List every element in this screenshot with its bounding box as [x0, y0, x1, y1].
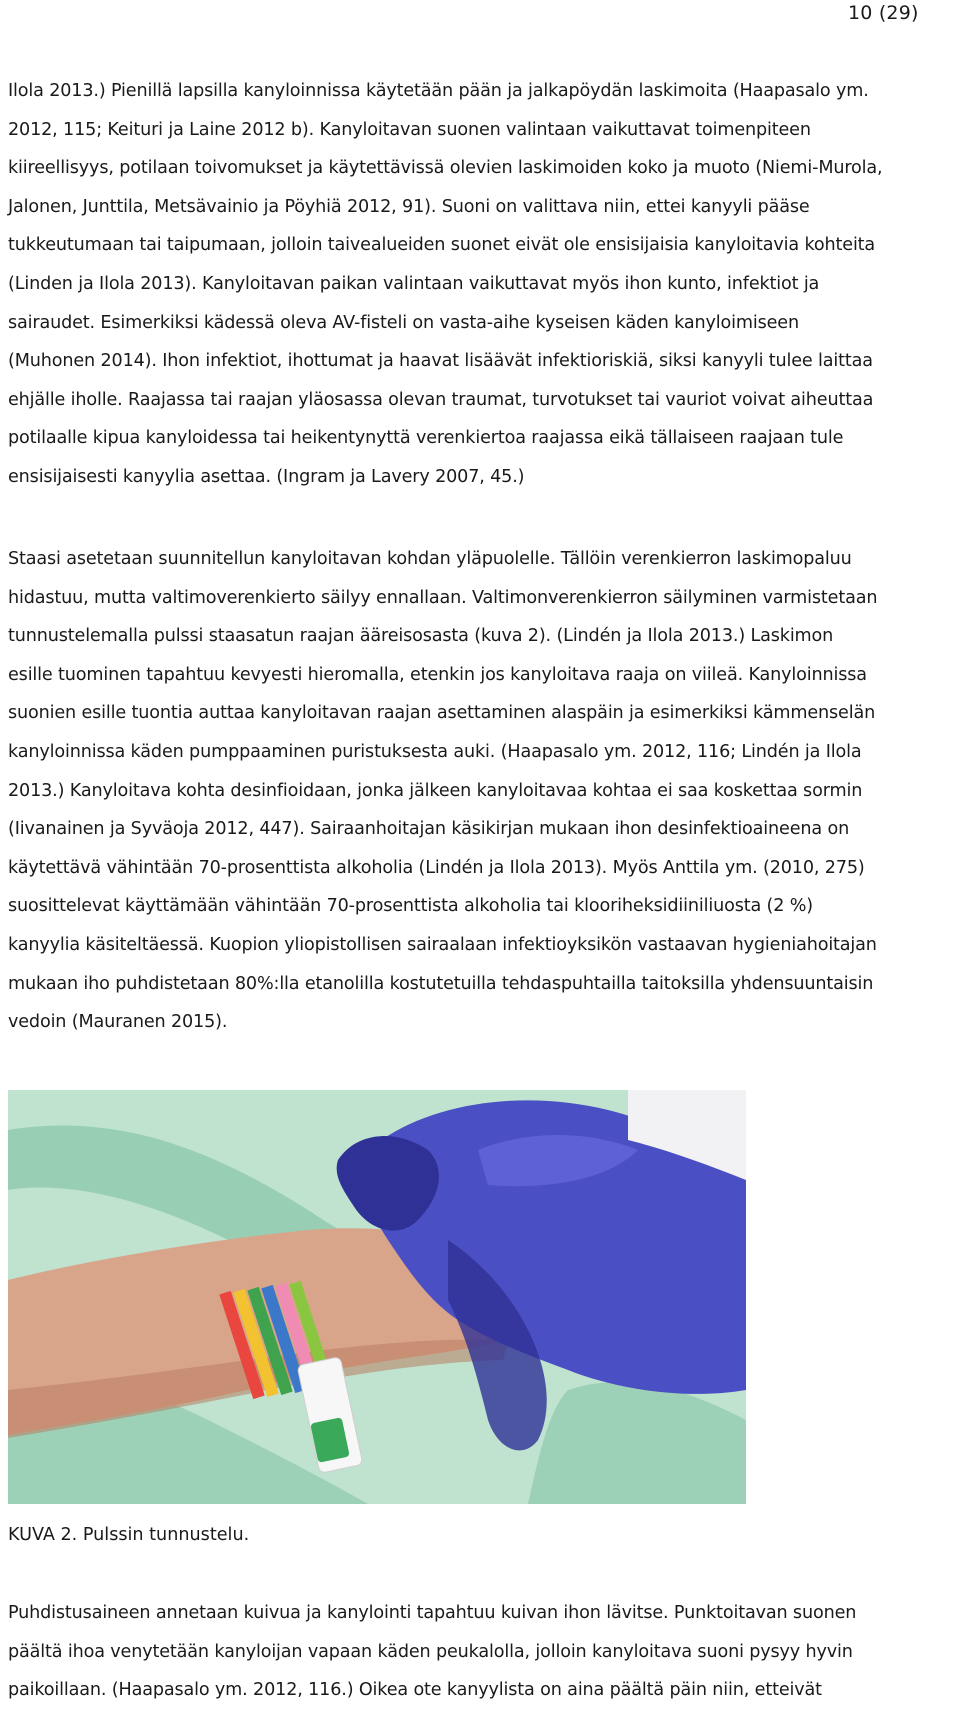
text-line: esille tuominen tapahtuu kevyesti hieromalla, etenkin jos kanyloitava raaja on viileä. Kanyloinnissa — [8, 664, 867, 685]
text-line: kanyylia käsiteltäessä. Kuopion yliopistollisen sairaalaan infektioyksikön vastaavan hygieniahoitajan — [8, 934, 877, 955]
body-paragraph — [8, 1594, 952, 1710]
text-line: suonien esille tuontia auttaa kanyloitavan raajan asettaminen alaspäin ja esimerkiksi kämmenselän — [8, 703, 876, 724]
text-line: (Linden ja Ilola 2013). Kanyloitavan paikan valintaan vaikuttavat myös ihon kunto, infektiot ja — [8, 273, 820, 294]
text-line: Staasi asetetaan suunnitellun kanyloitavan kohdan yläpuolelle. Tällöin verenkierron laskimopaluu — [8, 549, 852, 569]
text-line: ehjälle iholle. Raajassa tai raajan yläosassa olevan traumat, turvotukset tai vauriot voivat aiheuttaa — [8, 389, 874, 410]
text-line: käytettävä vähintään 70-prosenttista alkoholia (Lindén ja Ilola 2013). Myös Anttila ym. (2010, 275) — [8, 857, 865, 878]
text-line: Puhdistusaineen annetaan kuivua ja kanylointi tapahtuu kuivan ihon lävitse. Punktoitavan suonen — [8, 1603, 857, 1623]
text-line: sairaudet. Esimerkiksi kädessä oleva AV-fisteli on vasta-aihe kyseisen käden kanyloimiseen — [8, 312, 799, 333]
text-line: päältä ihoa venytetään kanyloijan vapaan käden peukalolla, jolloin kanyloitava suoni pysyy hyvin — [8, 1641, 853, 1662]
text-line: (Muhonen 2014). Ihon infektiot, ihottumat ja haavat lisäävät infektioriskiä, siksi kanyyli tulee laittaa — [8, 351, 873, 372]
text-line: (Iivanainen ja Syväoja 2012, 447). Sairaanhoitajan käsikirjan mukaan ihon desinfektioaineena on — [8, 819, 850, 840]
text-line: paikoillaan. (Haapasalo ym. 2012, 116.) Oikea ote kanyylista on aina päältä päin niin, etteivät — [8, 1680, 822, 1701]
text-line: kiireellisyys, potilaan toivomukset ja käytettävissä olevien laskimoiden koko ja muoto (Niemi-Murola, — [8, 158, 883, 179]
figure-pulse-check-photo — [8, 1090, 746, 1504]
text-line: hidastuu, mutta valtimoverenkierto säilyy ennallaan. Valtimonverenkierron säilyminen varmistetaan — [8, 587, 878, 608]
text-line: 2013.) Kanyloitava kohta desinfioidaan, jonka jälkeen kanyloitavaa kohtaa ei saa koskettaa sormin — [8, 780, 863, 801]
text-line: tukkeutumaan tai taipumaan, jolloin taivealueiden suonet eivät ole ensisijaisia kanyloitavia kohteita — [8, 235, 876, 256]
text-line: suosittelevat käyttämään vähintään 70-prosenttista alkoholia tai klooriheksidiiniliuosta (2 %) — [8, 896, 814, 917]
text-line: vedoin (Mauranen 2015). — [8, 1012, 228, 1033]
text-line: potilaalle kipua kanyloidessa tai heikentynyttä verenkiertoa raajassa eikä tällaiseen raajaan tule — [8, 428, 844, 449]
text-line: mukaan iho puhdistetaan 80%:lla etanolilla kostutetuilla tehdaspuhtailla taitoksilla yhdensuuntaisin — [8, 973, 874, 994]
text-line: 2012, 115; Keituri ja Laine 2012 b). Kanyloitavan suonen valintaan vaikuttavat toimenpiteen — [8, 119, 811, 140]
text-line: Jalonen, Junttila, Metsävainio ja Pöyhiä 2012, 91). Suoni on valittava niin, ettei kanyyli pääse — [8, 196, 810, 217]
text-line: ensisijaisesti kanyylia asettaa. (Ingram ja Lavery 2007, 45.) — [8, 466, 525, 487]
text-line: tunnustelemalla pulssi staasatun raajan ääreisosasta (kuva 2). (Lindén ja Ilola 2013.) Laskimon — [8, 626, 834, 647]
text-line: Ilola 2013.) Pienillä lapsilla kanyloinnissa käytetään pään ja jalkapöydän laskimoita (Haapasalo ym. — [8, 81, 869, 101]
body-paragraph — [8, 72, 952, 497]
page-number: 10 (29) — [848, 2, 919, 24]
body-paragraph — [8, 540, 952, 1042]
figure-caption: KUVA 2. Pulssin tunnustelu. — [8, 1525, 250, 1545]
pulse-check-illustration — [8, 1090, 746, 1504]
text-line: kanyloinnissa käden pumppaaminen puristuksesta auki. (Haapasalo ym. 2012, 116; Lindén ja Ilola — [8, 741, 862, 762]
